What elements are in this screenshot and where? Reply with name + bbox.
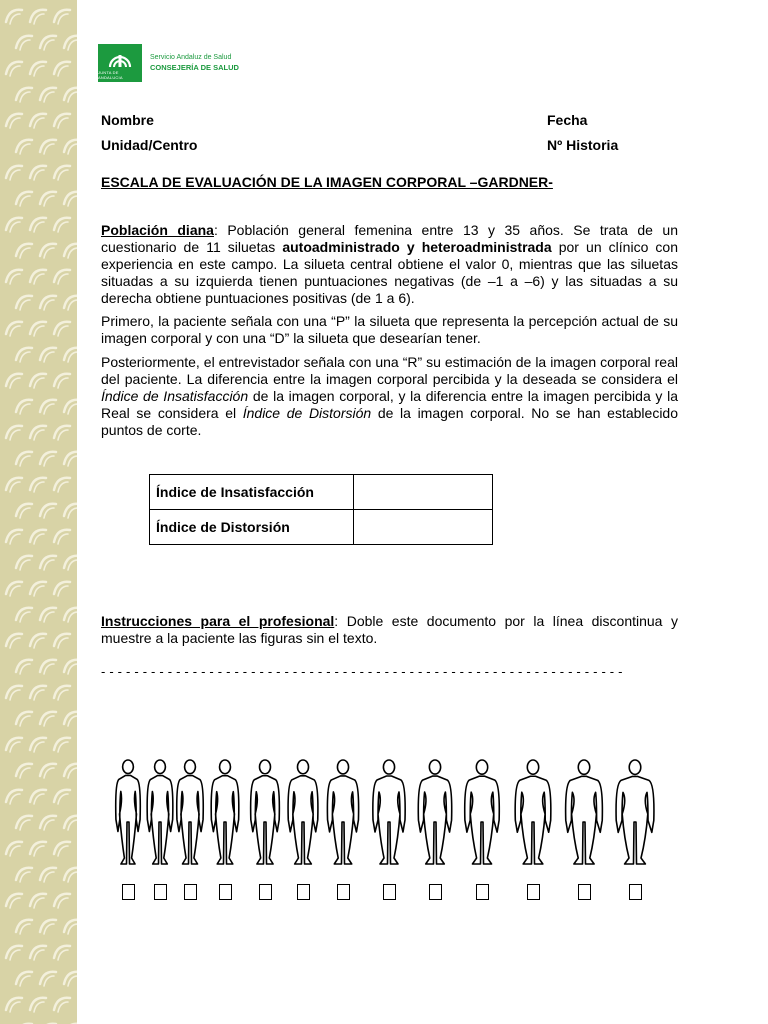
sidebar-swoosh: [10, 430, 20, 440]
silhouette-body: [418, 776, 451, 864]
value-insatisfaccion[interactable]: [354, 475, 493, 510]
silhouette-body: [465, 776, 500, 864]
sidebar-swoosh: [68, 456, 77, 466]
silhouette: [465, 760, 500, 864]
sidebar-swoosh: [34, 274, 44, 284]
sidebar-swoosh: [58, 66, 68, 76]
silhouette-checkbox[interactable]: [154, 884, 167, 900]
sidebar-swoosh: [58, 482, 68, 492]
sidebar-swoosh: [58, 950, 68, 960]
logo-small-text: JUNTA DE ANDALUCIA: [98, 69, 123, 80]
sidebar-swoosh: [44, 92, 54, 102]
page-title: ESCALA DE EVALUACIÓN DE LA IMAGEN CORPORAL –GARDNER-: [101, 174, 553, 190]
silhouette: [515, 760, 551, 864]
silhouette-head: [337, 760, 348, 774]
sidebar-swoosh: [44, 40, 54, 50]
logo-line2: CONSEJERÍA DE SALUD: [150, 63, 239, 72]
sidebar-swoosh: [68, 560, 77, 570]
silhouette-head: [123, 760, 134, 773]
sidebar-swoosh: [10, 222, 20, 232]
silhouette: [566, 760, 603, 864]
para1-text2: por un clínico con experiencia en este campo. La silueta central obtiene el valor 0, mientras que las siluetas situadas a su izquierda tienen puntuaciones negativas (de –1 a –6) y las situadas a su derecha obtiene puntuaciones positivas (de 1 a 6).: [101, 239, 678, 306]
field-nombre: Nombre: [101, 112, 154, 128]
field-unidad: Unidad/Centro: [101, 137, 198, 153]
field-historia: Nº Historia: [547, 137, 619, 153]
silhouette-head: [629, 760, 641, 774]
sidebar-swoosh: [58, 118, 68, 128]
sidebar-swoosh: [34, 846, 44, 856]
sidebar-swoosh: [44, 768, 54, 778]
silhouette-head: [185, 760, 196, 774]
sidebar-swoosh: [64, 816, 77, 828]
sidebar-swoosh: [64, 712, 77, 724]
sidebar-swoosh: [58, 534, 68, 544]
sidebar-swoosh: [68, 612, 77, 622]
sidebar-swoosh: [68, 248, 77, 258]
sidebar-swoosh: [34, 326, 44, 336]
sidebar-swoosh: [44, 872, 54, 882]
sidebar-swoosh: [64, 400, 77, 412]
sidebar-swoosh: [10, 534, 20, 544]
silhouette-body: [116, 775, 141, 864]
silhouette-body: [251, 776, 280, 864]
sidebar-swoosh: [20, 924, 30, 934]
sidebar-swoosh: [10, 482, 20, 492]
sidebar-swoosh: [10, 794, 20, 804]
body-silhouettes: [105, 756, 675, 876]
sidebar-swoosh: [58, 794, 68, 804]
sidebar-swoosh: [20, 560, 30, 570]
sidebar-swoosh: [58, 326, 68, 336]
silhouette-checkbox[interactable]: [578, 884, 591, 900]
table-row: [150, 475, 493, 510]
sidebar-swoosh: [10, 950, 20, 960]
sidebar-swoosh: [10, 274, 20, 284]
sidebar-swoosh: [64, 556, 77, 568]
sidebar-swoosh: [10, 638, 20, 648]
silhouette: [177, 760, 204, 864]
silhouette: [288, 760, 318, 864]
fold-dashed-line: - - - - - - - - - - - - - - - - - - - - - - - - - - - - - - - - - - - - - - - - - - - - - - - - - - - - - - - - - - - - - - -: [101, 664, 623, 679]
sidebar-swoosh: [68, 508, 77, 518]
sidebar-swoosh: [44, 456, 54, 466]
silhouette-checkbox[interactable]: [259, 884, 272, 900]
sidebar-swoosh: [58, 14, 68, 24]
silhouette-body: [147, 776, 173, 864]
sidebar-swoosh: [64, 972, 77, 984]
sidebar-swoosh: [64, 452, 77, 464]
sidebar-swoosh: [20, 508, 30, 518]
silhouette: [147, 760, 173, 864]
sidebar-swoosh: [64, 140, 77, 152]
sidebar-swoosh: [64, 504, 77, 516]
paragraph-primero: Primero, la paciente señala con una “P” la silueta que representa la percepción actual de su imagen corporal y con una “D” la silueta que desearían tener.: [101, 313, 678, 346]
decorative-sidebar: [0, 0, 77, 1024]
silhouette-body: [327, 776, 358, 864]
sidebar-swoosh: [34, 534, 44, 544]
sidebar-swoosh: [20, 456, 30, 466]
sidebar-swoosh: [34, 170, 44, 180]
sidebar-swoosh: [44, 508, 54, 518]
logo-line1: Servicio Andaluz de Salud: [150, 54, 232, 61]
silhouette-head: [527, 760, 538, 774]
sidebar-swoosh: [20, 768, 30, 778]
silhouette-body: [515, 776, 551, 864]
silhouette-checkbox[interactable]: [297, 884, 310, 900]
sidebar-swoosh: [20, 248, 30, 258]
silhouette-head: [429, 760, 440, 774]
silhouette: [373, 760, 405, 864]
logo: [98, 44, 239, 82]
sidebar-swoosh: [34, 794, 44, 804]
sidebar-swoosh: [44, 404, 54, 414]
sidebar-swoosh: [34, 222, 44, 232]
silhouette: [418, 760, 451, 864]
sidebar-swoosh: [10, 118, 20, 128]
silhouette-body: [177, 776, 204, 864]
sidebar-swoosh: [58, 170, 68, 180]
sidebar-swoosh: [64, 660, 77, 672]
label-distorsion: Índice de Distorsión: [150, 510, 354, 545]
silhouette-body: [616, 776, 654, 864]
sidebar-swoosh: [20, 716, 30, 726]
sidebar-swoosh: [44, 820, 54, 830]
sidebar-swoosh: [58, 690, 68, 700]
sidebar-swoosh: [10, 378, 20, 388]
sidebar-swoosh: [64, 608, 77, 620]
sidebar-swoosh: [20, 300, 30, 310]
sidebar-swoosh: [10, 586, 20, 596]
sidebar-swoosh: [10, 690, 20, 700]
sidebar-swoosh: [64, 348, 77, 360]
silhouette-body: [373, 776, 405, 864]
sidebar-swoosh: [34, 118, 44, 128]
silhouette-head: [260, 760, 271, 774]
sidebar-swoosh: [68, 300, 77, 310]
sidebar-swoosh: [44, 144, 54, 154]
sidebar-swoosh: [44, 976, 54, 986]
silhouette-checkbox[interactable]: [122, 884, 135, 900]
sidebar-swoosh: [64, 36, 77, 48]
sidebar-swoosh: [64, 244, 77, 256]
paragraph-poblacion: [101, 222, 678, 307]
label-insatisfaccion: Índice de Insatisfacción: [150, 475, 354, 510]
sidebar-swoosh: [64, 920, 77, 932]
sidebar-swoosh: [20, 404, 30, 414]
silhouette-head: [578, 760, 589, 774]
sidebar-swoosh: [64, 764, 77, 776]
sidebar-swoosh: [58, 274, 68, 284]
paragraph-instrucciones: [101, 613, 678, 647]
sidebar-swoosh: [68, 352, 77, 362]
field-fecha: Fecha: [547, 112, 588, 128]
sidebar-swoosh: [58, 378, 68, 388]
sidebar-swoosh: [58, 1002, 68, 1012]
sidebar-swoosh: [34, 586, 44, 596]
silhouette-head: [297, 760, 308, 774]
sidebar-swoosh: [68, 976, 77, 986]
silhouette-head: [383, 760, 394, 774]
sidebar-swoosh: [68, 92, 77, 102]
sidebar-swoosh: [10, 326, 20, 336]
sidebar-swoosh: [10, 66, 20, 76]
para1-text1: : Población general femenina entre 13 y 35 años. Se trata de un cuestionario de 11 siluetas: [101, 222, 678, 255]
silhouette-checkbox[interactable]: [629, 884, 642, 900]
sidebar-swoosh: [20, 144, 30, 154]
value-distorsion[interactable]: [354, 510, 493, 545]
junta-andalucia-logo: [98, 44, 142, 82]
sidebar-swoosh: [68, 196, 77, 206]
sidebar-swoosh: [10, 742, 20, 752]
paragraph-posteriormente: [101, 354, 678, 439]
logo-text: [150, 53, 239, 73]
sidebar-swoosh: [34, 430, 44, 440]
para3-italic1: Índice de Insatisfacción: [101, 388, 249, 404]
para3-text3: de la imagen corporal. No se han establecido puntos de corte.: [101, 405, 679, 438]
sidebar-swoosh: [34, 14, 44, 24]
sidebar-swoosh: [34, 66, 44, 76]
sidebar-swoosh: [58, 846, 68, 856]
sidebar-swoosh: [20, 664, 30, 674]
sidebar-swoosh: [64, 296, 77, 308]
silhouette: [116, 760, 141, 864]
sidebar-swoosh: [44, 352, 54, 362]
sidebar-swoosh: [34, 482, 44, 492]
sidebar-swoosh: [44, 716, 54, 726]
sidebar-swoosh: [68, 820, 77, 830]
sidebar-swoosh: [44, 300, 54, 310]
sidebar-swoosh: [64, 88, 77, 100]
silhouette-checkbox[interactable]: [476, 884, 489, 900]
sidebar-swoosh: [44, 196, 54, 206]
sidebar-swoosh: [20, 196, 30, 206]
sidebar-swoosh: [10, 14, 20, 24]
sidebar-swoosh: [34, 742, 44, 752]
sidebar-swoosh: [64, 868, 77, 880]
sidebar-swoosh: [10, 170, 20, 180]
sidebar-swoosh: [20, 92, 30, 102]
index-table: [149, 474, 493, 545]
arch-emblem-icon: [107, 47, 133, 69]
silhouette-checkbox[interactable]: [219, 884, 232, 900]
para3-text2: de la imagen corporal, y la diferencia entre la imagen percibida y la Real se considera el: [101, 388, 679, 421]
sidebar-swoosh: [34, 378, 44, 388]
sidebar-swoosh: [44, 664, 54, 674]
sidebar-swoosh: [34, 690, 44, 700]
sidebar-swoosh: [68, 664, 77, 674]
sidebar-swoosh: [10, 1002, 20, 1012]
sidebar-swoosh: [44, 248, 54, 258]
sidebar-swoosh: [20, 612, 30, 622]
sidebar-pattern: [0, 0, 77, 1024]
sidebar-swoosh: [44, 924, 54, 934]
sidebar-swoosh: [20, 872, 30, 882]
sidebar-swoosh: [58, 430, 68, 440]
sidebar-swoosh: [68, 404, 77, 414]
sidebar-swoosh: [68, 872, 77, 882]
sidebar-swoosh: [10, 846, 20, 856]
sidebar-swoosh: [34, 1002, 44, 1012]
sidebar-swoosh: [34, 638, 44, 648]
para3-text1: Posteriormente, el entrevistador señala con una “R” su estimación de la imagen corporal real del paciente. La diferencia entre la imagen corporal percibida y la deseada se considera el: [101, 354, 678, 387]
sidebar-swoosh: [58, 586, 68, 596]
silhouette-body: [566, 776, 603, 864]
silhouette: [327, 760, 358, 864]
sidebar-swoosh: [68, 144, 77, 154]
silhouette-head: [155, 760, 166, 774]
sidebar-swoosh: [64, 192, 77, 204]
sidebar-swoosh: [68, 716, 77, 726]
para3-italic2: Índice de Distorsión: [242, 405, 372, 421]
silhouette: [251, 760, 280, 864]
sidebar-swoosh: [10, 898, 20, 908]
sidebar-swoosh: [34, 898, 44, 908]
label-instrucciones: Instrucciones para el profesional: [101, 613, 335, 629]
silhouette-body: [288, 776, 318, 864]
sidebar-swoosh: [68, 768, 77, 778]
silhouette-head: [476, 760, 487, 774]
sidebar-swoosh: [58, 222, 68, 232]
sidebar-swoosh: [20, 352, 30, 362]
sidebar-swoosh: [68, 924, 77, 934]
silhouette-head: [220, 760, 231, 774]
sidebar-swoosh: [20, 40, 30, 50]
sidebar-swoosh: [58, 898, 68, 908]
table-row: [150, 510, 493, 545]
sidebar-swoosh: [68, 40, 77, 50]
label-poblacion: Población diana: [101, 222, 214, 238]
sidebar-swoosh: [58, 742, 68, 752]
silhouette-checkbox[interactable]: [429, 884, 442, 900]
sidebar-swoosh: [34, 950, 44, 960]
sidebar-swoosh: [44, 560, 54, 570]
sidebar-swoosh: [58, 638, 68, 648]
silhouette-body: [211, 776, 239, 864]
para1-bold: autoadministrado y heteroadministrada: [282, 239, 552, 255]
sidebar-swoosh: [20, 976, 30, 986]
instructions-text: : Doble este documento por la línea discontinua y muestre a la paciente las figuras sin el texto.: [101, 613, 678, 646]
sidebar-swoosh: [20, 820, 30, 830]
silhouette-checkbox[interactable]: [527, 884, 540, 900]
silhouette-checkbox[interactable]: [337, 884, 350, 900]
silhouette: [616, 760, 654, 864]
silhouette-checkbox[interactable]: [383, 884, 396, 900]
silhouette: [211, 760, 239, 864]
sidebar-swoosh: [44, 612, 54, 622]
silhouette-checkbox[interactable]: [184, 884, 197, 900]
